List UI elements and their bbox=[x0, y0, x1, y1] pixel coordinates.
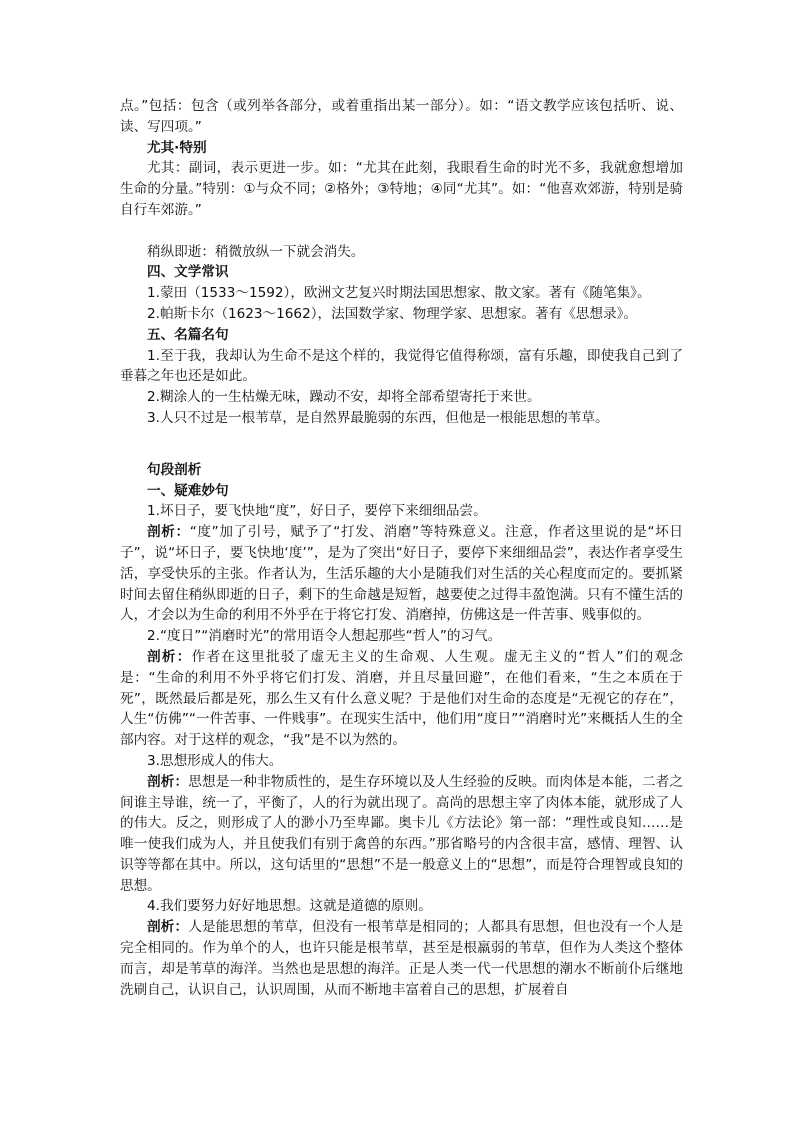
literature-item-1: 1.蒙田（1533～1592），欧洲文艺复兴时期法国思想家、散文家。著有《随笔集》。 bbox=[147, 285, 651, 302]
sentence-item-3: 3.思想形成人的伟大。 bbox=[147, 752, 283, 769]
analysis-label: 剖析： bbox=[147, 524, 190, 541]
heading-difficult-sentences: 一、疑难妙句 bbox=[147, 482, 229, 499]
analysis-label: 剖析： bbox=[147, 773, 189, 790]
quote-item-1: 1.至于我，我却认为生命不是这个样的，我觉得它值得称颂，富有乐趣，即使我自己到了垂暮之年也还是如此。 bbox=[120, 347, 683, 385]
analysis-text: 作者在这里批驳了虚无主义的生命观、人生观。虚无主义的“哲人”们的观念是：“生命的利用不外乎将它们打发、消磨，并且尽量回避”，在他们看来，“生之本质在于死”，既然最后都是死，那么生又有什么意义呢？于是他们对生命的态度是“无视它的存在”，人生“仿佛”“一件苦事、一件贱事”。在现实生活中，他们用“度日”“消磨时光”来概括人生的全部内容。对于这样的观念，“我”是不以为然的。 bbox=[120, 648, 683, 749]
analysis-4 bbox=[120, 917, 683, 1000]
sentence-item-2: 2.“度日”“消磨时光”的常用语令人想起那些“哲人”的习气。 bbox=[147, 628, 502, 645]
analysis-label: 剖析： bbox=[147, 648, 192, 665]
analysis-1 bbox=[120, 522, 683, 626]
analysis-2 bbox=[120, 647, 683, 751]
analysis-text: 思想是一种非物质性的，是生存环境以及人生经验的反映。而肉体是本能，二者之间谁主导谁，统一了，平衡了，人的行为就出现了。高尚的思想主宰了肉体本能，就形成了人的伟大。反之，则形成了人的渺小乃至卑鄙。奥卡儿《方法论》第一部：“理性或良知……是唯一使我们成为人，并且使我们有别于禽兽的东西。”那省略号的内含很丰富，感情、理智、认识等等都在其中。所以，这句话里的“思想”不是一般意义上的“思想”，而是符合理智或良知的思想。 bbox=[120, 773, 684, 894]
analysis-label: 剖析： bbox=[147, 919, 189, 936]
sentence-item-4: 4.我们要努力好好地思想。这就是道德的原则。 bbox=[147, 898, 432, 915]
heading-youqi-tebie: 尤其·特别 bbox=[147, 139, 207, 156]
analysis-text: 人是能思想的苇草，但没有一根苇草是相同的；人都具有思想，但也没有一个人是完全相同的。作为单个的人，也许只能是根苇草，甚至是根羸弱的苇草，但作为人类这个整体而言，却是苇草的海洋。当然也是思想的海洋。正是人类一代一代思想的潮水不断前仆后继地洗刷自己，认识自己，认识周围，从而不断地丰富着自己的思想，扩展着自 bbox=[120, 919, 684, 998]
literature-item-2: 2.帕斯卡尔（1623～1662），法国数学家、物理学家、思想家。著有《思想录》。 bbox=[147, 305, 637, 322]
analysis-3 bbox=[120, 772, 683, 897]
paragraph-shaozongjishi: 稍纵即逝：稍微放纵一下就会消失。 bbox=[147, 243, 365, 260]
document-page bbox=[120, 96, 683, 1000]
heading-literature: 四、文学常识 bbox=[147, 264, 229, 281]
paragraph-baokuo: 点。”包括：包含（或列举各部分，或着重指出某一部分）。如：“语文教学应该包括听、说、读、写四项。” bbox=[120, 98, 683, 135]
sentence-item-1: 1.坏日子，要飞快地“度”，好日子，要停下来细细品尝。 bbox=[147, 503, 487, 520]
quote-item-2: 2.糊涂人的一生枯燥无味，躁动不安，却将全部希望寄托于来世。 bbox=[147, 389, 541, 406]
section-title: 句段剖析 bbox=[147, 461, 202, 478]
quote-item-3: 3.人只不过是一根苇草，是自然界最脆弱的东西，但他是一根能思想的苇草。 bbox=[147, 409, 609, 426]
analysis-text: “度”加了引号，赋予了“打发、消磨”等特殊意义。注意，作者这里说的是“坏日子”，说“坏日子，要飞快地‘度’”，是为了突出“好日子，要停下来细细品尝”，表达作者享受生活，享受快乐的主张。作者认为，生活乐趣的大小是随我们对生活的关心程度而定的。要抓紧时间去留住稍纵即逝的日子，剩下的生命越是短暂，越要使之过得丰盈饱满。只有不懂生活的人，才会以为生命的利用不外乎在于将它打发、消磨掉，仿佛这是一件苦事、贱事似的。 bbox=[120, 524, 684, 624]
heading-famous-quotes: 五、名篇名句 bbox=[147, 326, 229, 343]
paragraph-youqi: 尤其：副词，表示更进一步。如：“尤其在此刻，我眼看生命的时光不多，我就愈想增加生命的分量。”特别：①与众不同；②格外；③特地；④同“尤其”。如：“他喜欢郊游，特别是骑自行车郊游。” bbox=[120, 160, 683, 218]
